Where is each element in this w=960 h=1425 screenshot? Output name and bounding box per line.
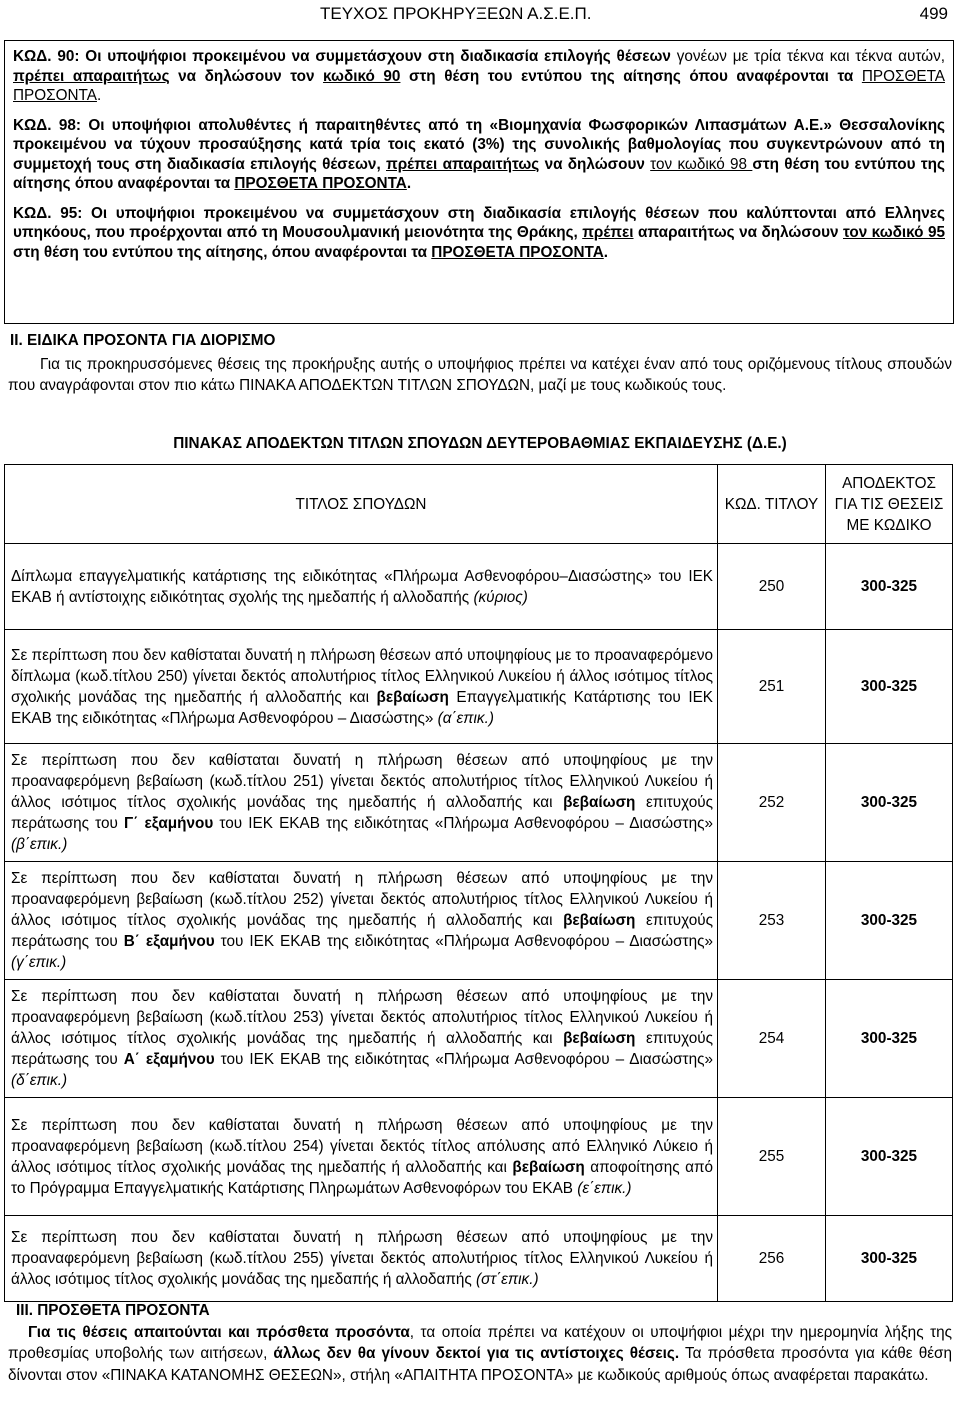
code-95-paragraph: ΚΩΔ. 95: Οι υποψήφιοι προκειμένου να συμμετάσχουν στη διαδικασία επιλογής θέσεων που καλύπτονται από Ελληνες υπηκόους, που προέρχονται από τη Μουσουλμανική μειονότητα της Θράκης, πρέπει απαραιτήτως να δηλώσουν τον κωδικό 95 στη θέση του εντύπου της αίτησης, όπου αναφέρονται τα ΠΡΟΣΘΕΤΑ ΠΡΟΣΟΝΤΑ. <box>13 204 945 261</box>
title-cell: Σε περίπτωση που δεν καθίσταται δυνατή η πλήρωση θέσεων από υποψηφίους με την προαναφερόμενη βεβαίωση (κωδ.τίτλου 254) γίνεται δεκτός τίτλος απόλυσης από Ελληνικό Λύκειο ή άλλος ισότιμος τίτλος σχολικής μονάδας της ημεδαπής ή αλλοδαπής και βεβαίωση αποφοίτησης από το Πρόγραμμα Επαγγελματικής Κατάρτισης Πληρωμάτων Ασθενοφόρων του ΕΚΑΒ (ε΄επικ.) <box>5 1098 718 1216</box>
table-row <box>5 1098 953 1216</box>
title-cell: Σε περίπτωση που δεν καθίσταται δυνατή η πλήρωση θέσεων από υποψηφίους με την προαναφερόμενη βεβαίωση (κωδ.τίτλου 253) γίνεται δεκτός απολυτήριος τίτλος Ελληνικού Λυκείου ή άλλος ισότιμος τίτλος σχολικής μονάδας της ημεδαπής ή αλλοδαπής και βεβαίωση επιτυχούς περάτωσης του Α΄ εξαμήνου του ΙΕΚ ΕΚΑΒ της ειδικότητας «Πλήρωμα Ασθενοφόρου – Διασώστης» (δ΄επικ.) <box>5 980 718 1098</box>
title-cell: Δίπλωμα επαγγελματικής κατάρτισης της ειδικότητας «Πλήρωμα Ασθενοφόρου–Διασώστης» του ΙΕΚ ΕΚΑΒ ή αντίστοιχης ειδικότητας σχολής της ημεδαπής ή αλλοδαπής (κύριος) <box>5 544 718 630</box>
section-3 <box>8 1300 952 1386</box>
code-90-paragraph: ΚΩΔ. 90: Οι υποψήφιοι προκειμένου να συμμετάσχουν στη διαδικασία επιλογής θέσεων γονέων με τρία τέκνα και τέκνα αυτών, πρέπει απαραιτήτως να δηλώσουν τον κωδικό 90 στη θέση του εντύπου της αίτησης όπου αναφέρονται τα ΠΡΟΣΘΕΤΑ ΠΡΟΣΟΝΤΑ. <box>13 48 945 104</box>
accepted-cell: 300-325 <box>826 630 953 744</box>
header-code-col: ΚΩΔ. ΤΙΤΛΟΥ <box>718 465 826 544</box>
table-row <box>5 862 953 980</box>
table-title: ΠΙΝΑΚΑΣ ΑΠΟΔΕΚΤΩΝ ΤΙΤΛΩΝ ΣΠΟΥΔΩΝ ΔΕΥΤΕΡΟΒΑΘΜΙΑΣ ΕΚΠΑΙΔΕΥΣΗΣ (Δ.Ε.) <box>173 435 787 452</box>
page-header <box>0 0 960 26</box>
title-cell: Σε περίπτωση που δεν καθίσταται δυνατή η πλήρωση θέσεων από υποψηφίους με την προαναφερόμενη βεβαίωση (κωδ.τίτλου 255) γίνεται δεκτός απολυτήριος τίτλος Ελληνικού Λυκείου ή άλλος ισότιμος τίτλος σχολικής μονάδας της ημεδαπής ή αλλοδαπής (στ΄επικ.) <box>5 1216 718 1302</box>
section-2-text: Για τις προκηρυσσόμενες θέσεις της προκήρυξης αυτής ο υποψήφιος πρέπει να κατέχει έναν από τους οριζόμενους τίτλους σπουδών που αναγράφονται στον πιο κάτω ΠΙΝΑΚΑ ΑΠΟΔΕΚΤΩΝ ΤΙΤΛΩΝ ΣΠΟΥΔΩΝ, μαζί με τους κωδικούς τους. <box>8 356 952 394</box>
header-title-col: ΤΙΤΛΟΣ ΣΠΟΥΔΩΝ <box>5 465 718 544</box>
code-cell: 255 <box>718 1098 826 1216</box>
table-row <box>5 1216 953 1302</box>
header-accepted-col: ΑΠΟΔΕΚΤΟΣ ΓΙΑ ΤΙΣ ΘΕΣΕΙΣ ΜΕ ΚΩΔΙΚΟ <box>826 465 953 544</box>
code-cell: 256 <box>718 1216 826 1302</box>
table-row <box>5 980 953 1098</box>
table-row <box>5 744 953 862</box>
page-number: 499 <box>919 4 948 23</box>
header-title: ΤΕΥΧΟΣ ΠΡΟΚΗΡΥΞΕΩΝ Α.Σ.Ε.Π. <box>320 4 592 23</box>
section-2-heading: ΙΙ. ΕΙΔΙΚΑ ΠΡΟΣΟΝΤΑ ΓΙΑ ΔΙΟΡΙΣΜΟ <box>10 332 276 349</box>
table-header-row <box>5 465 953 544</box>
code-cell: 251 <box>718 630 826 744</box>
code-98-paragraph: ΚΩΔ. 98: Οι υποψήφιοι απολυθέντες ή παραιτηθέντες από τη «Βιομηχανία Φωσφορικών Λιπασμάτων Α.Ε.» Θεσσαλονίκης προκειμένου να τύχουν προσαύξησης κατά τρία τοις εκατό (3%) της συνολικής βαθμολογίας που συγκεντρώνουν από τη συμμετοχή τους στη διαδικασία επιλογής θέσεων, πρέπει απαραιτήτως να δηλώσουν τον κωδικό 98 στη θέση του εντύπου της αίτησης όπου αναφέρονται τα ΠΡΟΣΘΕΤΑ ΠΡΟΣΟΝΤΑ. <box>13 116 945 192</box>
table-row <box>5 630 953 744</box>
accepted-cell: 300-325 <box>826 1098 953 1216</box>
accepted-cell: 300-325 <box>826 744 953 862</box>
additional-codes-box <box>4 40 954 324</box>
section-3-text: Για τις θέσεις απαιτούνται και πρόσθετα προσόντα, τα οποία πρέπει να κατέχουν οι υποψήφιοι μέχρι την ημερομηνία λήξης της προθεσμίας υποβολής των αιτήσεων, άλλως δεν θα γίνουν δεκτοί για τις αντίστοιχες θέσεις. Τα πρόσθετα προσόντα για κάθε θέση δίνονται στον «ΠΙΝΑΚΑ ΚΑΤΑΝΟΜΗΣ ΘΕΣΕΩΝ», στήλη «ΑΠΑΙΤΗΤΑ ΠΡΟΣΟΝΤΑ» με κωδικούς αριθμούς όπως αναφέρεται παρακάτω. <box>8 1323 953 1384</box>
title-cell: Σε περίπτωση που δεν καθίσταται δυνατή η πλήρωση θέσεων από υποψηφίους με το προαναφερόμενο δίπλωμα (κωδ.τίτλου 250) γίνεται δεκτός απολυτήριος τίτλος Ελληνικού Λυκείου ή άλλος ισότιμος τίτλος σχολικής μονάδας της ημεδαπής ή αλλοδαπής και βεβαίωση Επαγγελματικής Κατάρτισης του ΙΕΚ ΕΚΑΒ της ειδικότητας «Πλήρωμα Ασθενοφόρου – Διασώστης» (α΄επικ.) <box>5 630 718 744</box>
title-cell: Σε περίπτωση που δεν καθίσταται δυνατή η πλήρωση θέσεων από υποψηφίους με την προαναφερόμενη βεβαίωση (κωδ.τίτλου 252) γίνεται δεκτός απολυτήριος τίτλος Ελληνικού Λυκείου ή άλλος ισότιμος τίτλος σχολικής μονάδας της ημεδαπής ή αλλοδαπής και βεβαίωση επιτυχούς περάτωσης του Β΄ εξαμήνου του ΙΕΚ ΕΚΑΒ της ειδικότητας «Πλήρωμα Ασθενοφόρου – Διασώστης» (γ΄επικ.) <box>5 862 718 980</box>
code-cell: 253 <box>718 862 826 980</box>
accepted-cell: 300-325 <box>826 862 953 980</box>
code-cell: 250 <box>718 544 826 630</box>
section-3-heading: ΙΙΙ. ΠΡΟΣΘΕΤΑ ΠΡΟΣΟΝΤΑ <box>16 1302 210 1319</box>
table-row <box>5 544 953 630</box>
code-cell: 254 <box>718 980 826 1098</box>
accepted-cell: 300-325 <box>826 544 953 630</box>
code-cell: 252 <box>718 744 826 862</box>
accepted-cell: 300-325 <box>826 980 953 1098</box>
section-2 <box>8 330 952 396</box>
accepted-cell: 300-325 <box>826 1216 953 1302</box>
title-cell: Σε περίπτωση που δεν καθίσταται δυνατή η πλήρωση θέσεων από υποψηφίους με την προαναφερόμενη βεβαίωση (κωδ.τίτλου 251) γίνεται δεκτός απολυτήριος τίτλος Ελληνικού Λυκείου ή άλλος ισότιμος τίτλος σχολικής μονάδας της ημεδαπής ή αλλοδαπής και βεβαίωση επιτυχούς περάτωσης του Γ΄ εξαμήνου του ΙΕΚ ΕΚΑΒ της ειδικότητας «Πλήρωμα Ασθενοφόρου – Διασώστης» (β΄επικ.) <box>5 744 718 862</box>
degrees-table <box>4 464 953 1302</box>
